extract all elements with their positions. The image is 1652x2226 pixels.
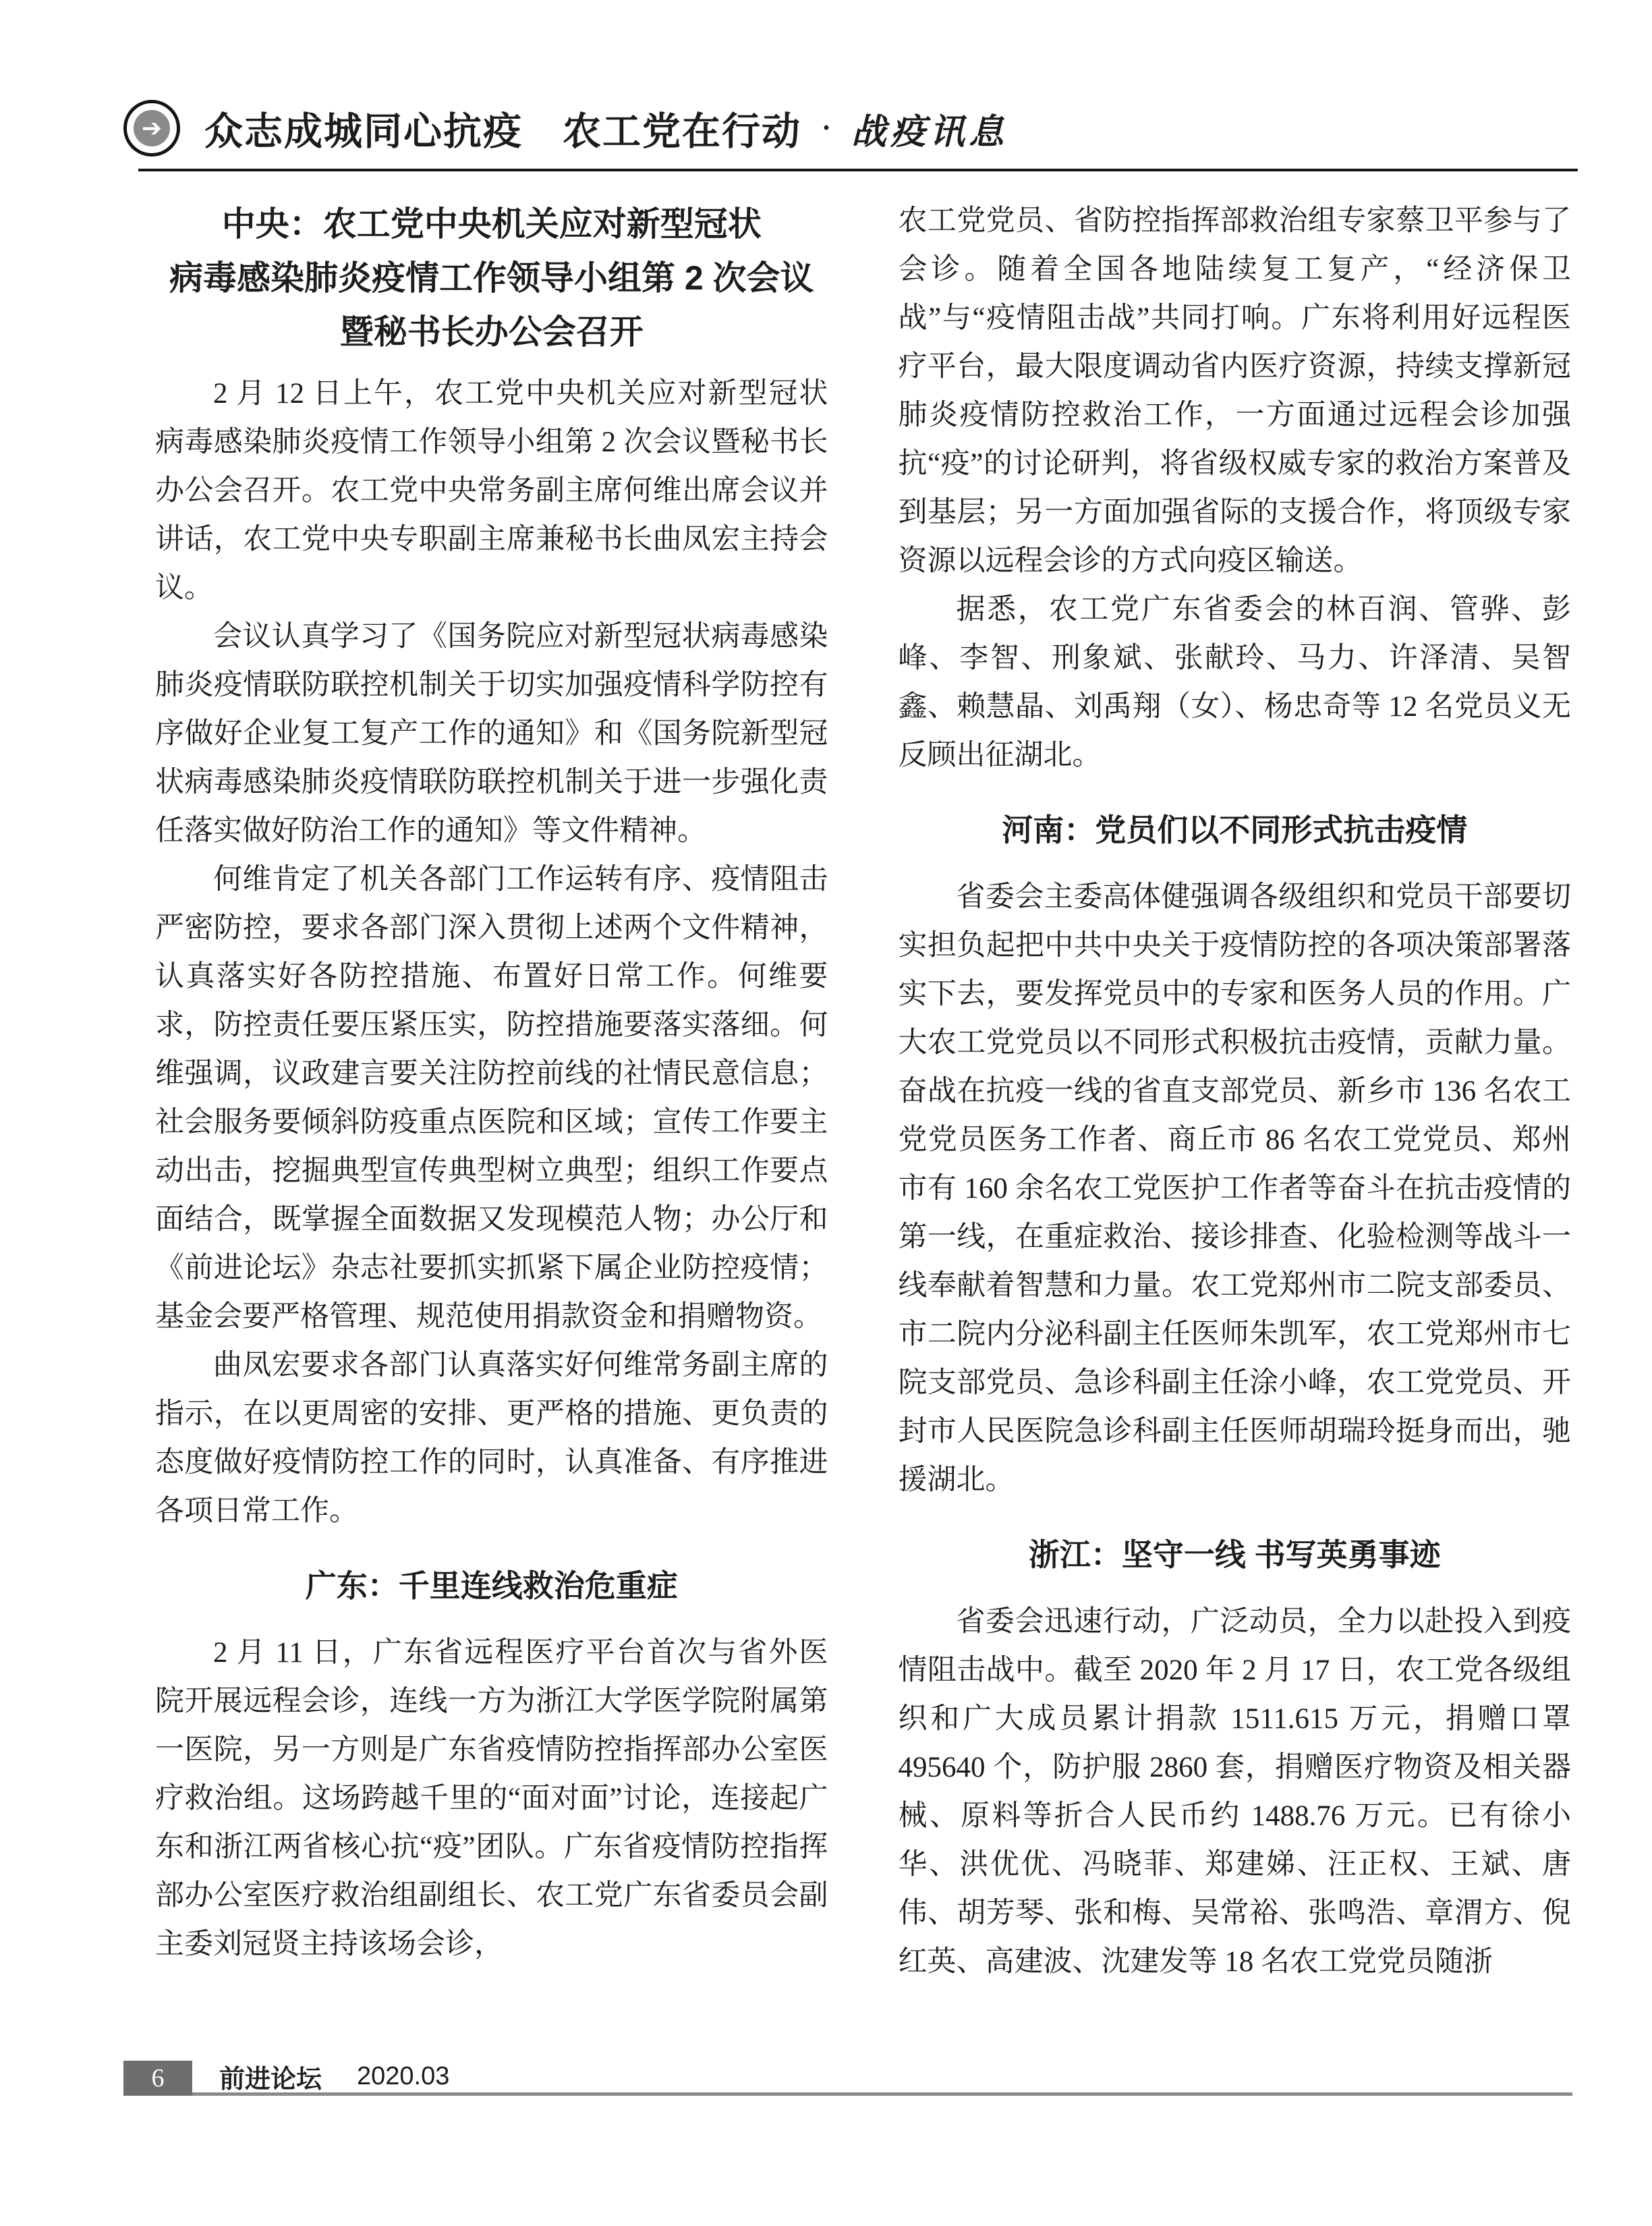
paragraph-central-1: 2 月 12 日上午，农工党中央机关应对新型冠状病毒感染肺炎疫情工作领导小组第 2 次会议暨秘书长办公会召开。农工党中央常务副主席何维出席会议并讲话，农工党中央专职副主席兼秘书长曲凤宏主持会议。 — [155, 378, 828, 604]
article-title-line1: 中央：农工党中央机关应对新型冠状 — [221, 205, 762, 243]
article-title-line2: 病毒感染肺炎疫情工作领导小组第 2 次会议 — [169, 259, 814, 297]
body-columns — [155, 197, 1571, 1986]
banner-title: 众志成城同心抗疫 农工党在行动 — [204, 110, 801, 153]
journal-name: 前进论坛 — [219, 2065, 322, 2094]
paragraph-guangdong-1-right: 农工党党员、省防控指挥部救治组专家蔡卫平参与了会诊。随着全国各地陆续复工复产，“经济保卫战”与“疫情阻击战”共同打响。广东将利用好远程医疗平台，最大限度调动省内医疗资源，持续支撑新冠肺炎疫情防控救治工作，一方面通过远程会诊加强抗“疫”的讨论研判，将省级权威专家的救治方案普及到基层；另一方面加强省际的支援合作，将顶级专家资源以远程会诊的方式向疫区输送。 — [898, 205, 1571, 577]
left-column — [155, 197, 828, 1986]
paragraph-zhejiang-1: 省委会迅速行动，广泛动员，全力以赴投入到疫情阻击战中。截至 2020 年 2 月 17 日，农工党各级组织和广大成员累计捐款 1511.615 万元，捐赠口罩 495640 个，防护服 2860 套，捐赠医疗物资及相关器械、原料等折合人民币约 1488.76 万元。已有徐小华、洪优优、冯晓菲、郑建娣、汪正权、王斌、唐伟、胡芳琴、张和梅、吴常裕、张鸣浩、章渭方、倪红英、高建波、沈建发等 18 名农工党党员随浙 — [898, 1606, 1571, 1978]
banner-subtitle: 战疫讯息 — [851, 113, 1008, 152]
article-title-central — [155, 197, 828, 359]
paragraph-central-4: 曲凤宏要求各部门认真落实好何维常务副主席的指示，在以更周密的安排、更严格的措施、更负责的态度做好疫情防控工作的同时，认真准备、有序推进各项日常工作。 — [155, 1349, 828, 1527]
paragraph-central-3: 何维肯定了机关各部门工作运转有序、疫情阻击严密防控，要求各部门深入贯彻上述两个文件精神，认真落实好各防控措施、布置好日常工作。何维要求，防控责任要压紧压实，防控措施要落实落细。何维强调，议政建言要关注防控前线的社情民意信息；社会服务要倾斜防疫重点医院和区域；宣传工作要主动出击，挖掘典型宣传典型树立典型；组织工作要点面结合，既掌握全面数据又发现模范人物；办公厅和《前进论坛》杂志社要抓实抓紧下属企业防控疫情；基金会要严格管理、规范使用捐款资金和捐赠物资。 — [155, 864, 828, 1333]
banner-separator: · — [822, 113, 832, 144]
section-title-guangdong: 广东：千里连线救治危重症 — [305, 1568, 678, 1603]
header-rule — [138, 169, 1578, 171]
article-title-line3: 暨秘书长办公会召开 — [339, 313, 644, 351]
page-footer — [123, 2061, 1572, 2096]
section-title-henan: 河南：党员们以不同形式抗击疫情 — [1002, 812, 1468, 847]
right-column — [899, 197, 1572, 1986]
footer-rule-area — [192, 2061, 1572, 2096]
paragraph-henan-1: 省委会主委高体健强调各级组织和党员干部要切实担负起把中共中央关于疫情防控的各项决策部署落实下去，要发挥党员中的专家和医务人员的作用。广大农工党党员以不同形式积极抗击疫情，贡献力量。奋战在抗疫一线的省直支部党员、新乡市 136 名农工党党员医务工作者、商丘市 86 名农工党党员、郑州市有 160 余名农工党医护工作者等奋斗在抗击疫情的第一线，在重症救治、接诊排查、化验检测等战斗一线奉献着智慧和力量。农工党郑州市二院支部委员、市二院内分泌科副主任医师朱凯军，农工党郑州市七院支部党员、急诊科副主任涂小峰，农工党党员、开封市人民医院急诊科副主任医师胡瑞玲挺身而出，驰援湖北。 — [898, 881, 1571, 1496]
paragraph-central-2: 会议认真学习了《国务院应对新型冠状病毒感染肺炎疫情联防联控机制关于切实加强疫情科学防控有序做好企业复工复产工作的通知》和《国务院新型冠状病毒感染肺炎疫情联防联控机制关于进一步强化责任落实做好防治工作的通知》等文件精神。 — [155, 621, 828, 847]
arrow-glyph: ➔ — [134, 110, 170, 146]
journal-issue: 2020.03 — [357, 2062, 450, 2090]
page-header — [123, 100, 1570, 157]
arrow-right-circle-icon — [123, 100, 180, 157]
paragraph-guangdong-1-left: 2 月 11 日，广东省远程医疗平台首次与省外医院开展远程会诊，连线一方为浙江大学医学院附属第一医院，另一方则是广东省疫情防控指挥部办公室医疗救治组。这场跨越千里的“面对面”讨论，连接起广东和浙江两省核心抗“疫”团队。广东省疫情防控指挥部办公室医疗救治组副组长、农工党广东省委员会副主委刘冠贤主持该场会诊， — [155, 1637, 828, 1960]
section-title-zhejiang: 浙江：坚守一线 书写英勇事迹 — [1028, 1537, 1441, 1572]
paragraph-guangdong-2: 据悉，农工党广东省委会的林百润、管骅、彭峰、李智、刑象斌、张献玲、马力、许泽清、吴智鑫、赖慧晶、刘禹翔（女）、杨忠奇等 12 名党员义无反顾出征湖北。 — [898, 594, 1571, 771]
page-number-badge: 6 — [123, 2061, 192, 2096]
